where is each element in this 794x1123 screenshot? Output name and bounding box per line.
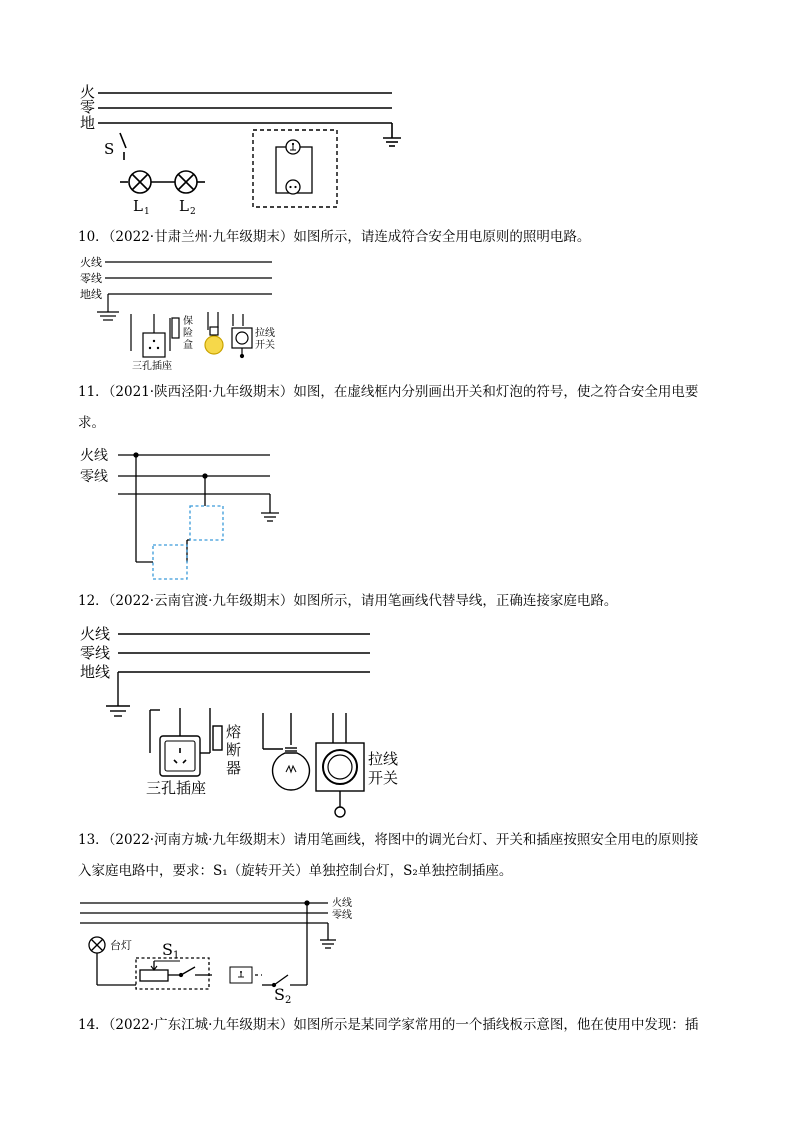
- question-11-line-2: 求。: [78, 415, 105, 431]
- fig4-pull-ring: [335, 807, 345, 817]
- fig3-dashed-box-lower: [153, 545, 187, 579]
- fig5-s1-subscript: 1: [173, 950, 180, 961]
- fig1-live-label: 火: [80, 83, 96, 101]
- fig2-ground-label: 地线: [80, 288, 102, 301]
- fig2-socket-label: 三孔插座: [132, 361, 172, 372]
- fig4-live-label: 火线: [80, 625, 111, 643]
- fig3-dashed-box-upper: [190, 506, 223, 540]
- fig4-ground-label: 地线: [80, 663, 111, 681]
- figure-3-circuit: [118, 453, 279, 579]
- fig2-fuse: [172, 318, 179, 338]
- fig4-fuse: [213, 726, 222, 750]
- fig2-live-label: 火线: [80, 256, 102, 269]
- fig2-fuse-label-2: 险: [183, 328, 193, 339]
- fig1-lamp2-label: L: [179, 197, 189, 215]
- fig3-neutral-label: 零线: [80, 469, 108, 485]
- fig4-socket-label: 三孔插座: [146, 779, 207, 797]
- fig2-pull-label-1: 拉线: [255, 328, 275, 339]
- fig1-socket-symbol: [286, 180, 300, 194]
- fig1-ground-label: 地: [80, 114, 96, 132]
- fig2-neutral-label: 零线: [80, 272, 102, 285]
- fig5-s2-label: S: [274, 985, 285, 1004]
- fig2-fuse-label-1: 保: [183, 316, 193, 327]
- fig4-socket: [160, 736, 200, 776]
- fig5-s1-box: [136, 958, 209, 989]
- fig4-fuse-label-3: 器: [226, 759, 242, 777]
- figure-1-lighting-circuit: [98, 93, 401, 207]
- fig1-switch-blade: [120, 133, 126, 148]
- fig4-fuse-label-2: 断: [226, 741, 242, 759]
- fig5-s2-subscript: 2: [285, 995, 292, 1006]
- fig5-lamp-label: 台灯: [110, 939, 132, 952]
- question-14: 14．（2022·广东江城·九年级期末）如图所示是某同学家常用的一个插线板示意图，他在使用中发现：插: [78, 1017, 699, 1033]
- fig1-lamp1-subscript: 1: [144, 207, 150, 217]
- question-12: 12．（2022·云南官渡·九年级期末）如图所示，请用笔画线代替导线，正确连接家庭电路。: [78, 593, 618, 609]
- fig4-pull-label-1: 拉线: [368, 750, 399, 768]
- fig2-socket: [143, 333, 165, 357]
- question-13-line-1: 13．（2022·河南方城·九年级期末）请用笔画线，将图中的调光台灯、开关和插座按照安全用电的原则接: [78, 832, 699, 848]
- fig2-bulb: [205, 336, 223, 354]
- fig4-fuse-label-1: 熔: [226, 723, 242, 741]
- question-13-line-2: 入家庭电路中，要求：S₁（旋转开关）单独控制台灯，S₂单独控制插座。: [78, 863, 513, 879]
- fig5-neutral-label: 零线: [332, 910, 352, 921]
- fig2-pull-switch: [232, 328, 252, 348]
- question-11-line-1: 11．（2021·陕西泾阳·九年级期末）如图，在虚线框内分别画出开关和灯泡的符号，使之符合安全用电要: [78, 384, 699, 400]
- fig5-s1-label: S: [162, 940, 173, 959]
- fig1-neutral-label: 零: [80, 98, 96, 116]
- fig5-rheostat: [140, 970, 168, 981]
- fig2-fuse-label-3: 盒: [183, 340, 193, 351]
- fig1-switch-label: S: [104, 140, 115, 158]
- fig1-lamp1-label: L: [133, 197, 143, 215]
- fig3-live-label: 火线: [80, 448, 108, 464]
- fig4-neutral-label: 零线: [80, 644, 111, 662]
- question-10: 10．（2022·甘肃兰州·九年级期末）如图所示，请连成符合安全用电原则的照明电路。: [78, 229, 591, 245]
- fig5-live-label: 火线: [332, 898, 352, 909]
- fig4-pull-label-2: 开关: [368, 769, 399, 787]
- fig2-pull-label-2: 开关: [255, 340, 275, 351]
- fig1-lamp2-subscript: 2: [190, 207, 196, 217]
